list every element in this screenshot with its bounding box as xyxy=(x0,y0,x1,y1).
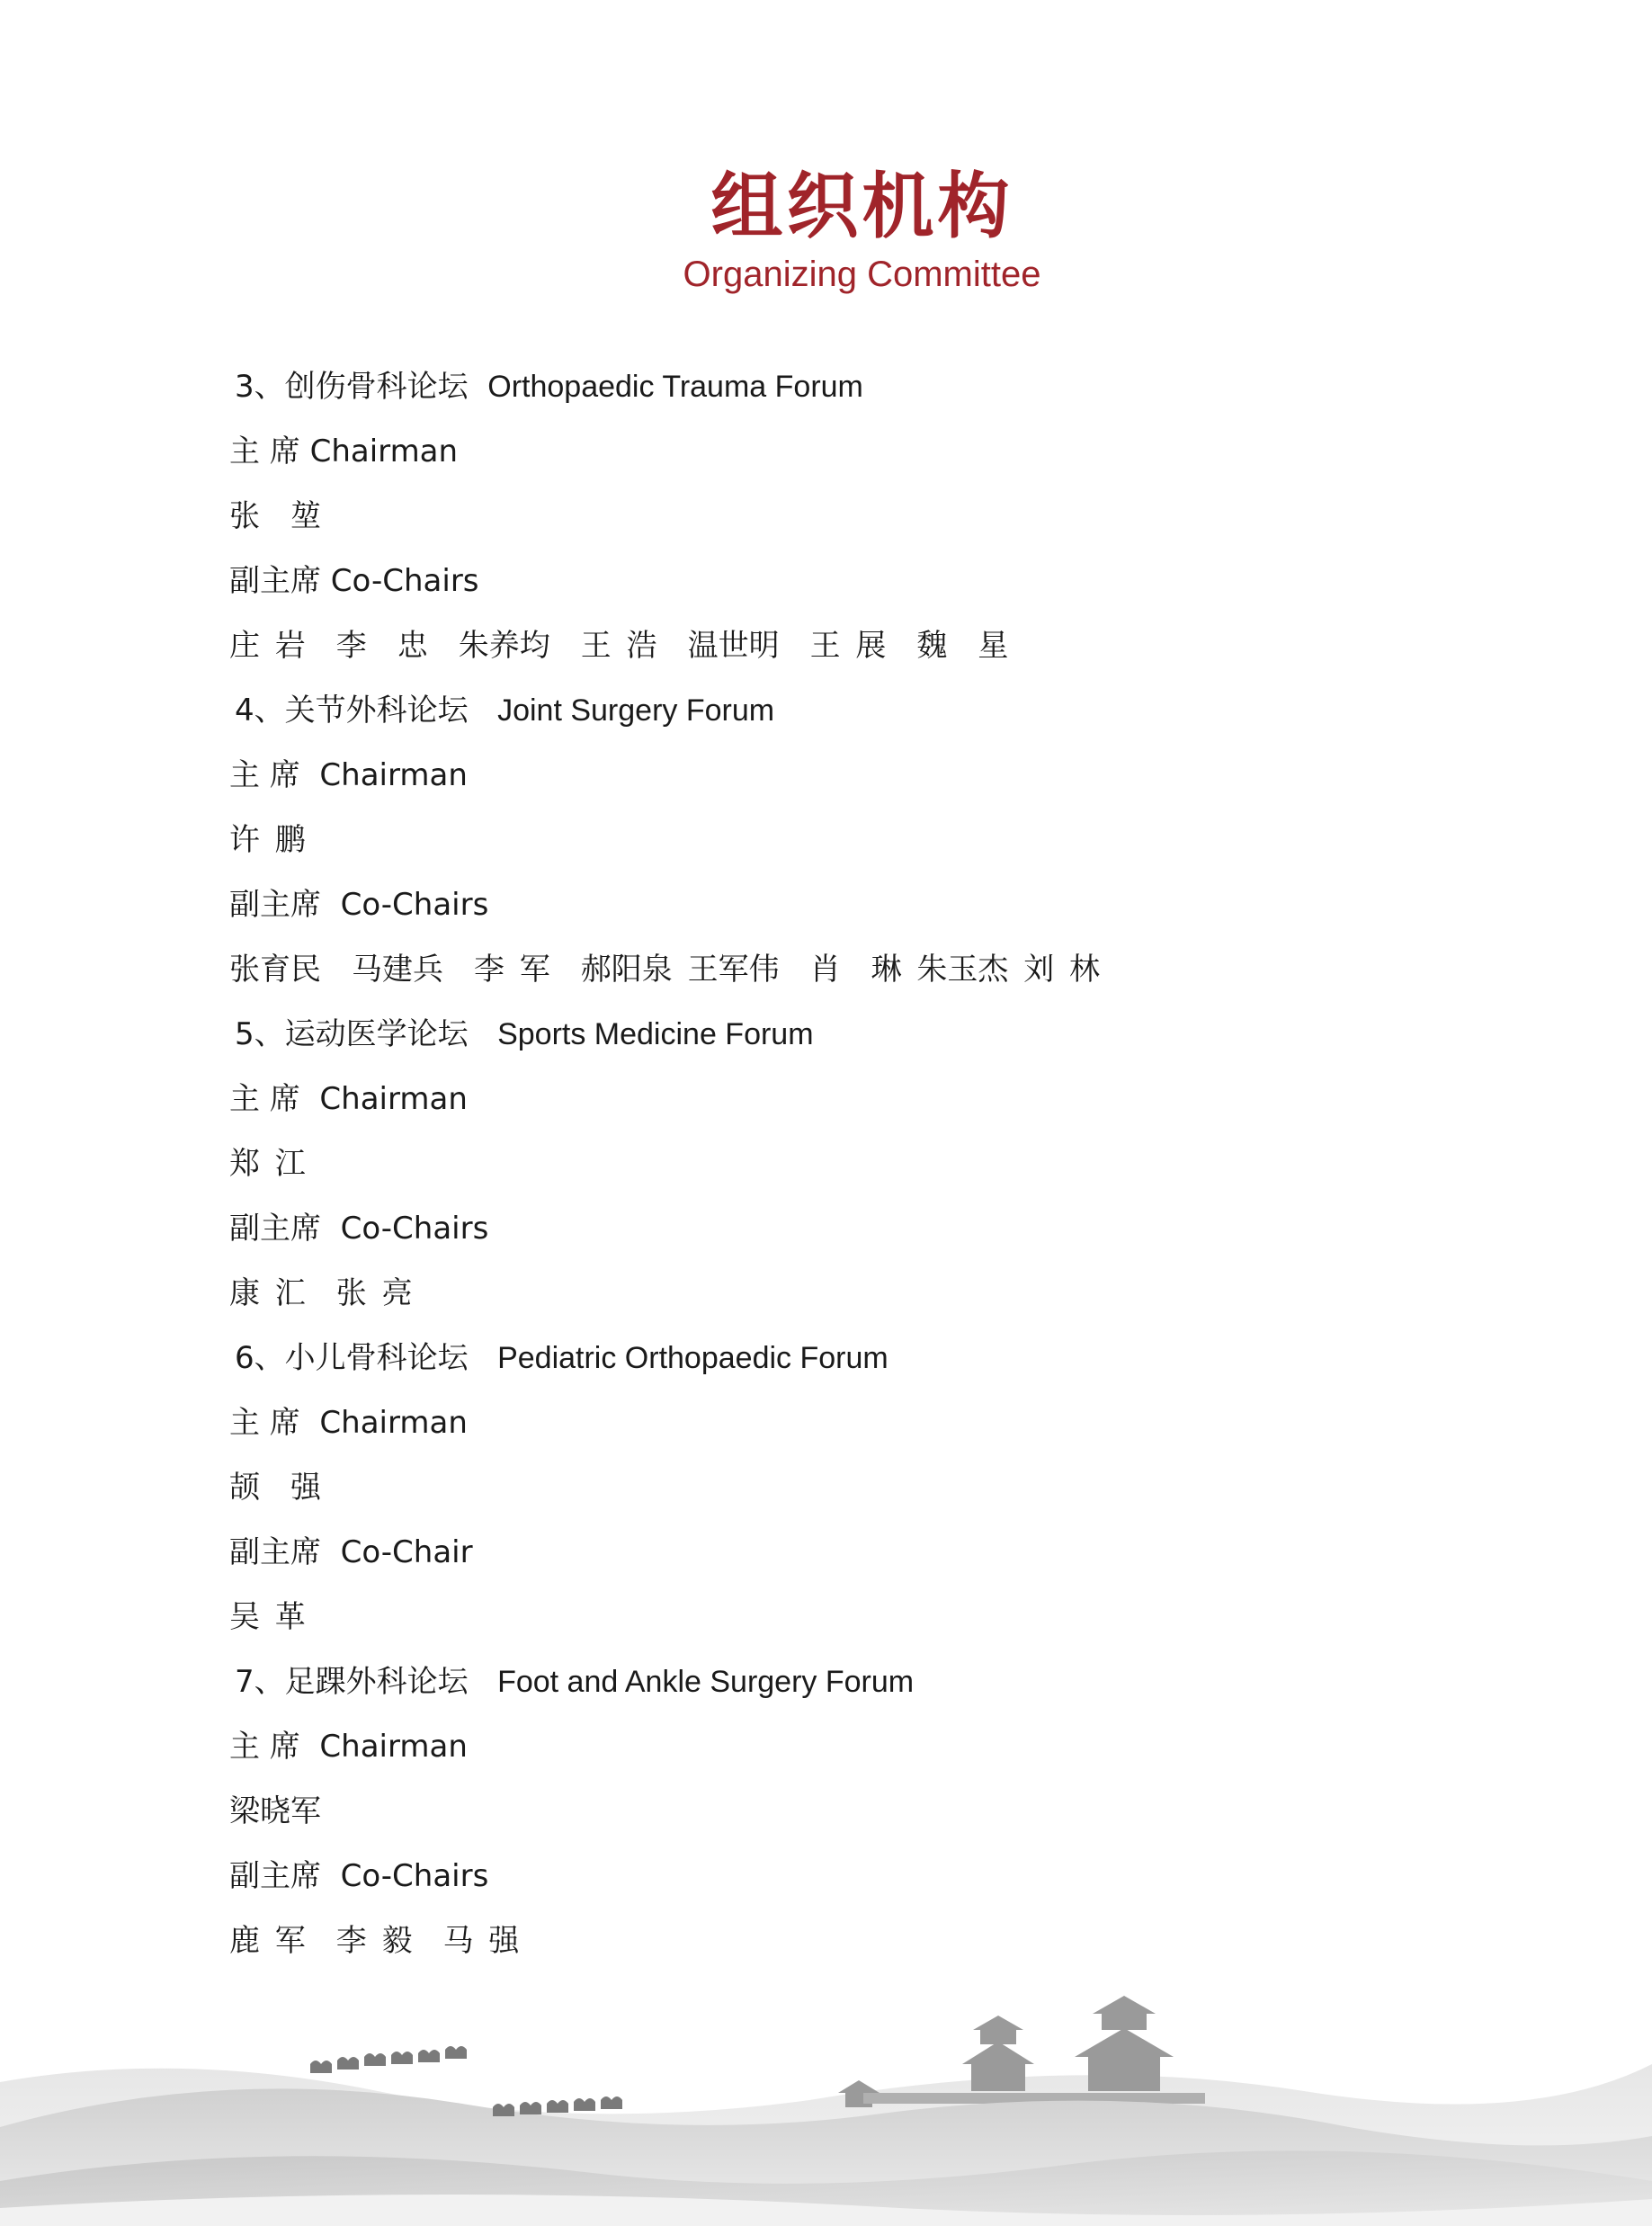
section-heading-en: Joint Surgery Forum xyxy=(497,693,775,728)
cochair-label: 副主席 Co-Chairs xyxy=(229,887,489,923)
section-heading-en: Foot and Ankle Surgery Forum xyxy=(497,1665,915,1699)
section-heading-pediatric xyxy=(229,1331,1488,1396)
section-heading-cn: 4、关节外科论坛 xyxy=(235,693,469,729)
section-heading-trauma xyxy=(229,360,1488,425)
page-title-en: Organizing Committee xyxy=(683,255,1041,294)
chair-name: 许 鹏 xyxy=(229,822,306,858)
page-title-cn: 组织机构 xyxy=(710,165,1014,248)
chair-label: 主 席 Chairman xyxy=(229,1729,468,1765)
cochair-names: 张育民 马建兵 李 军 郝阳泉 王军伟 肖 琳 朱玉杰 刘 林 xyxy=(229,952,1101,988)
section-heading-cn: 5、运动医学论坛 xyxy=(235,1016,469,1052)
section-heading-foot-ankle xyxy=(229,1655,1488,1720)
cochair-names: 康 汇 张 亮 xyxy=(229,1275,413,1311)
section-heading-sports xyxy=(229,1007,1488,1072)
section-heading-joint xyxy=(229,684,1488,748)
cochair-names: 鹿 军 李 毅 马 强 xyxy=(229,1923,520,1959)
cochair-label: 副主席 Co-Chair xyxy=(229,1534,473,1570)
chair-name: 梁晓军 xyxy=(229,1793,321,1829)
chair-label: 主 席 Chairman xyxy=(229,757,468,793)
chair-name: 颉 强 xyxy=(229,1470,321,1506)
chair-name: 郑 江 xyxy=(229,1146,306,1182)
section-heading-cn: 7、足踝外科论坛 xyxy=(235,1664,469,1700)
chair-label: 主 席 Chairman xyxy=(229,1081,468,1117)
section-heading-en: Orthopaedic Trauma Forum xyxy=(487,370,863,404)
committee-list xyxy=(229,360,1488,1979)
cochair-label: 副主席 Co-Chairs xyxy=(229,1211,489,1247)
cochair-names: 吴 革 xyxy=(229,1599,306,1635)
section-heading-en: Sports Medicine Forum xyxy=(497,1017,814,1051)
page-header xyxy=(0,162,1652,297)
chair-name: 张 堃 xyxy=(229,498,321,534)
chair-label: 主 席 Chairman xyxy=(229,1405,468,1441)
section-heading-en: Pediatric Orthopaedic Forum xyxy=(497,1341,889,1375)
chair-label: 主 席 Chairman xyxy=(229,434,459,469)
desert-landscape-illustration xyxy=(0,1956,1652,2226)
section-heading-cn: 3、创伤骨科论坛 xyxy=(235,369,469,405)
section-heading-cn: 6、小儿骨科论坛 xyxy=(235,1340,469,1376)
cochair-names: 庄 岩 李 忠 朱养均 王 浩 温世明 王 展 魏 星 xyxy=(229,628,1009,664)
cochair-label: 副主席 Co-Chairs xyxy=(229,1858,489,1894)
cochair-label: 副主席 Co-Chairs xyxy=(229,563,479,599)
